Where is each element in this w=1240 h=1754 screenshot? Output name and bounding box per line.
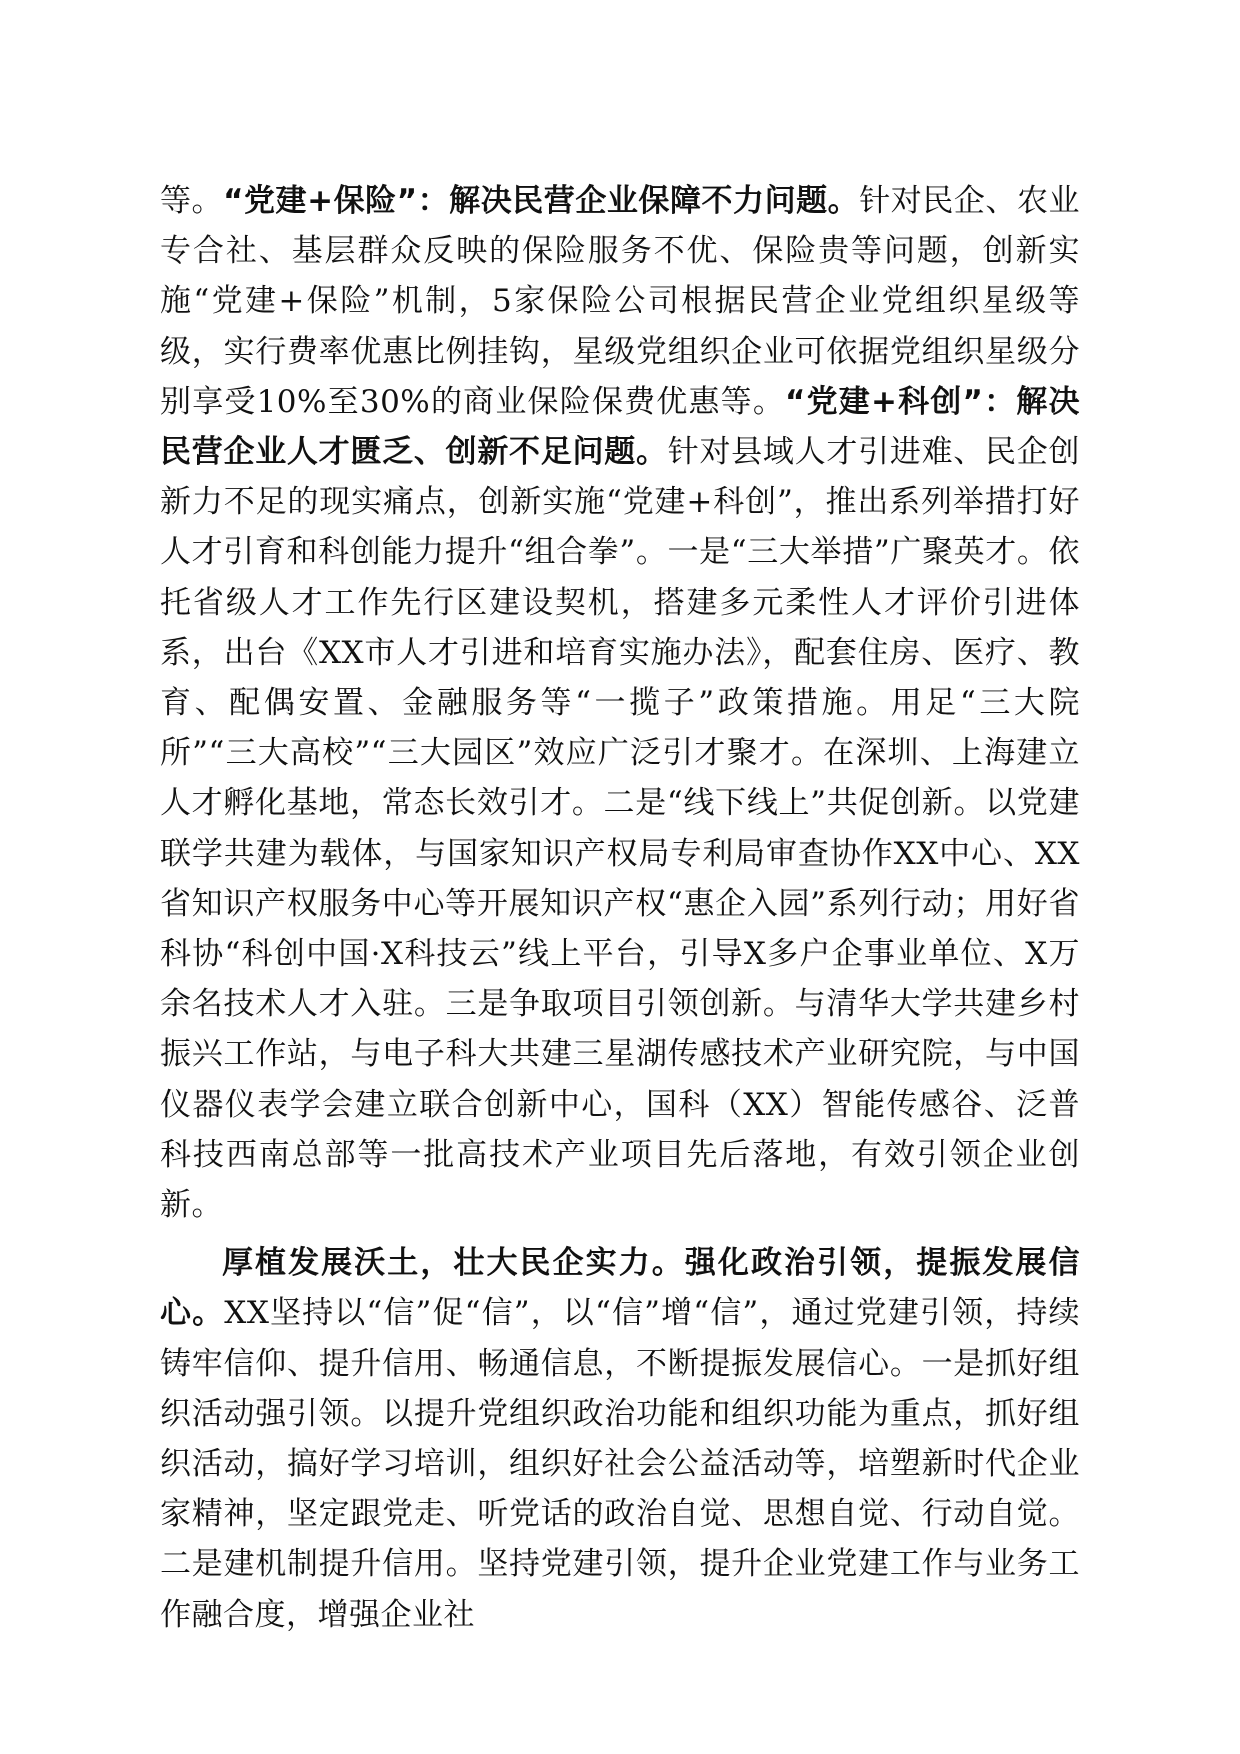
text-run: 等。 <box>160 183 224 219</box>
bold-heading-innovation: “党建+科创”：解决民营企业人才匮乏、创新不足问题。 <box>160 383 1080 471</box>
bold-heading-insurance: “党建+保险”：解决民营企业保障不力问题。 <box>223 183 860 219</box>
text-run: 针对县域人才引进难、民企创新力不足的现实痛点，创新实施“党建+科创”，推出系列举措打好人才引育和科创能力提升“组合拳”。一是“三大举措”广聚英才。依托省级人才工作先行区建设契机，搭建多元柔性人才评价引进体系，出台《XX市人才引进和培育实施办法》，配套住房、医疗、教育、配偶安置、金融服务等“一揽子”政策措施。用足“三大院所”“三大高校”“三大园区”效应广泛引才聚才。在深圳、上海建立人才孵化基地，常态长效引才。二是“线下线上”共促创新。以党建联学共建为载体，与国家知识产权局专利局审查协作XX中心、XX省知识产权服务中心等开展知识产权“惠企入园”系列行动；用好省科协“科创中国·X科技云”线上平台，引导X多户企事业单位、X万余名技术人才入驻。三是争取项目引领创新。与清华大学共建乡村振兴工作站，与电子科大共建三星湖传感技术产业研究院，与中国仪器仪表学会建立联合创新中心，国科（XX）智能传感谷、泛普科技西南总部等一批高技术产业项目先后落地，有效引领企业创新。 <box>160 434 1081 1224</box>
bold-heading-development: 厚植发展沃土，壮大民企实力。强化政治引领，提振发展信心。 <box>160 1245 1080 1332</box>
document-body <box>160 176 1080 1640</box>
text-run: XX坚持以“信”促“信”，以“信”增“信”，通过党建引领，持续铸牢信仰、提升信用、畅通信息，不断提振发展信心。一是抓好组织活动强引领。以提升党组织政治功能和组织功能为重点，抓好组织活动，搞好学习培训，组织好社会公益活动等，培塑新时代企业家精神，坚定跟党走、听党话的政治自觉、思想自觉、行动自觉。二是建机制提升信用。坚持党建引领，提升企业党建工作与业务工作融合度，增强企业社 <box>160 1295 1081 1633</box>
paragraph-1 <box>160 176 1080 1230</box>
paragraph-2 <box>160 1238 1080 1640</box>
text-run: 针对民企、农业专合社、基层群众反映的保险服务不优、保险贵等问题，创新实施“党建+保险”机制，5家保险公司根据民营企业党组织星级等级，实行费率优惠比例挂钩，星级党组织企业可依据党组织星级分别享受10%至30%的商业保险保费优惠等。 <box>160 183 1080 420</box>
